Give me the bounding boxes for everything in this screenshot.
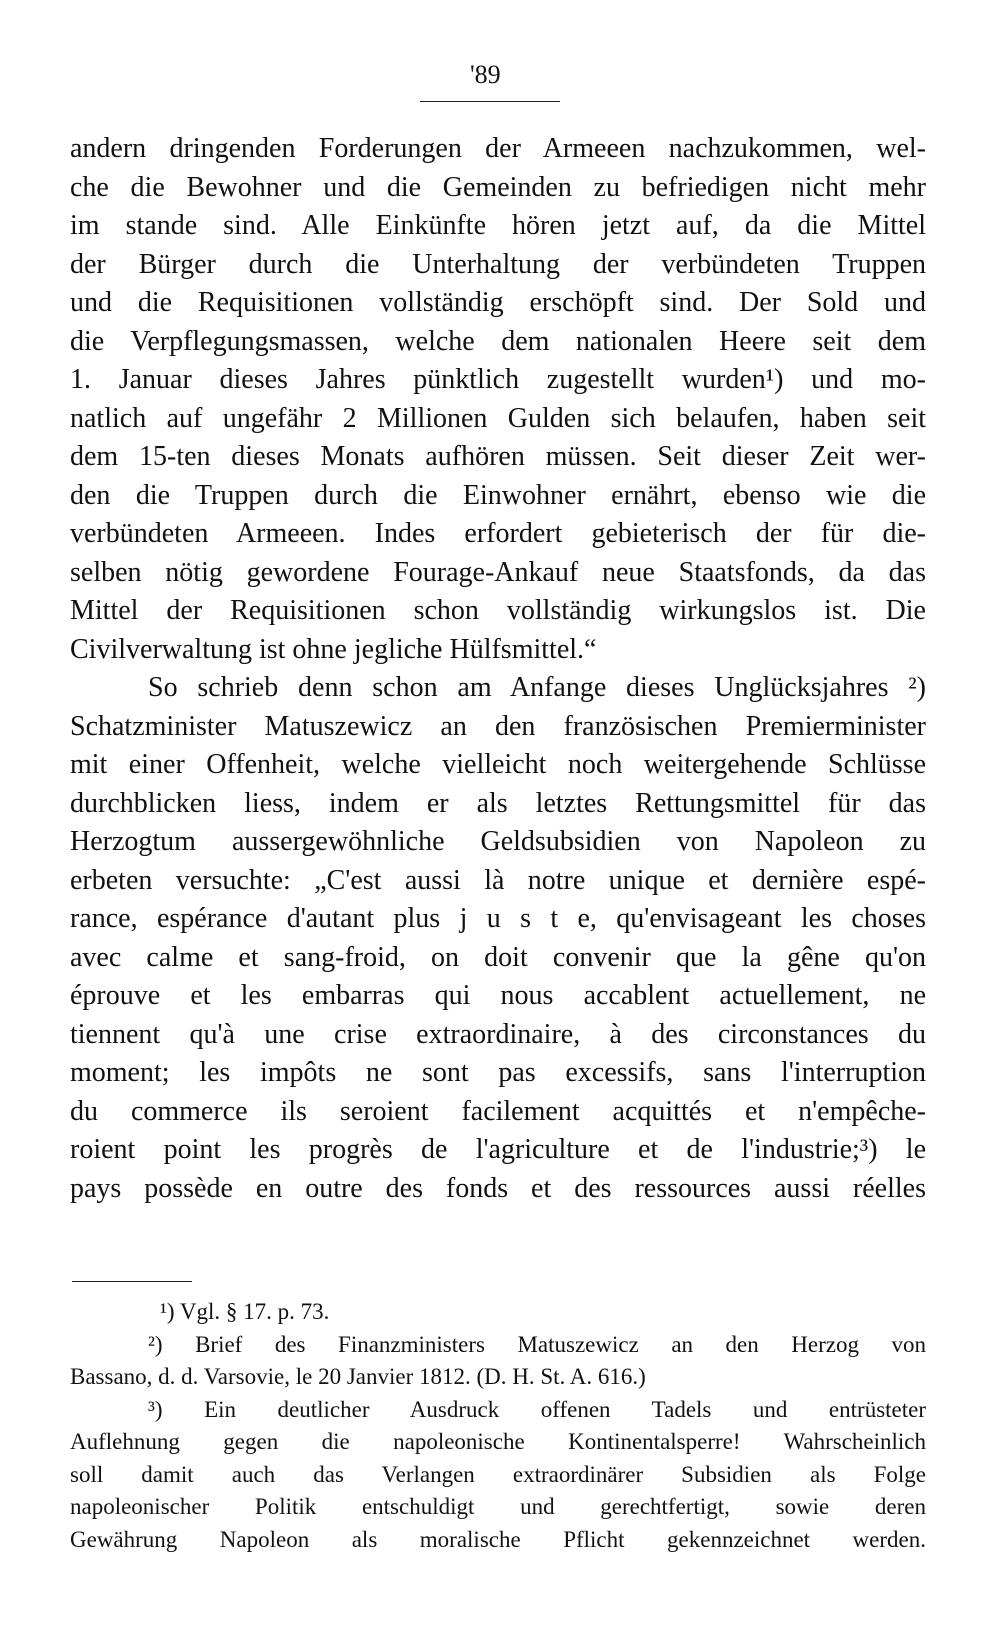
- body-line: mit einer Offenheit, welche vielleicht noch weitergehende Schlüsse: [70, 749, 926, 780]
- body-line: selben nötig gewordene Fourage-Ankauf neue Staatsfonds, da das: [70, 556, 926, 588]
- body-line: éprouve et les embarras qui nous accablent actuellement, ne: [70, 980, 926, 1011]
- body-line: Schatzminister Matuszewicz an den französischen Premierminister: [70, 710, 926, 742]
- page-number: '89: [470, 60, 501, 89]
- body-line: natlich auf ungefähr 2 Millionen Gulden sich belaufen, haben seit: [70, 402, 926, 434]
- body-line: rance, espérance d'autant plus j u s t e, qu'envisageant les choses: [70, 903, 926, 934]
- footnote-line: soll damit auch das Verlangen extraordinärer Subsidien als Folge: [70, 1461, 926, 1487]
- body-line: moment; les impôts ne sont pas excessifs, sans l'interruption: [70, 1057, 926, 1088]
- body-line: tiennent qu'à une crise extraordinaire, à des circonstances du: [70, 1018, 926, 1050]
- body-line: avec calme et sang-froid, on doit convenir que la gêne qu'on: [70, 941, 926, 973]
- body-line: dem 15-ten dieses Monats aufhören müssen. Seit dieser Zeit wer-: [70, 441, 926, 472]
- footnote-line: Auflehnung gegen die napoleonische Kontinentalsperre! Wahrscheinlich: [70, 1429, 926, 1454]
- body-line: Civilverwaltung ist ohne jegliche Hülfsmittel.“: [70, 633, 597, 665]
- body-line: che die Bewohner und die Gemeinden zu befriedigen nicht mehr: [70, 171, 926, 203]
- footnote-rule: [72, 1281, 192, 1282]
- footnote-line: ¹) Vgl. § 17. p. 73.: [160, 1299, 330, 1324]
- body-line: du commerce ils seroient facilement acquittés et n'empêche-: [70, 1095, 926, 1127]
- body-line: roient point les progrès de l'agriculture et de l'industrie;³) le: [70, 1134, 926, 1165]
- body-line: andern dringenden Forderungen der Armeeen nachzukommen, wel-: [70, 133, 926, 164]
- body-line: der Bürger durch die Unterhaltung der verbündeten Truppen: [70, 248, 926, 280]
- body-line: die Verpflegungsmassen, welche dem nationalen Heere seit dem: [70, 325, 926, 357]
- body-line: verbündeten Armeeen. Indes erfordert gebieterisch der für die-: [70, 518, 926, 549]
- body-line: durchblicken liess, indem er als letztes Rettungsmittel für das: [70, 787, 926, 819]
- footnote-line: napoleonischer Politik entschuldigt und gerechtfertigt, sowie deren: [70, 1494, 926, 1519]
- body-line: pays possède en outre des fonds et des ressources aussi réelles: [70, 1172, 926, 1204]
- body-line: im stande sind. Alle Einkünfte hören jetzt auf, da die Mittel: [70, 210, 926, 241]
- body-line: Mittel der Requisitionen schon vollständig wirkungslos ist. Die: [70, 595, 926, 626]
- footnote-line: Bassano, d. d. Varsovie, le 20 Janvier 1812. (D. H. St. A. 616.): [70, 1364, 646, 1389]
- footnote-line: Gewährung Napoleon als moralische Pflicht gekennzeichnet werden.: [70, 1526, 926, 1552]
- header-rule: [420, 101, 560, 102]
- body-line: So schrieb denn schon am Anfange dieses Unglücksjahres ²): [148, 672, 926, 703]
- body-text: [70, 130, 926, 1208]
- footnote-line: ²) Brief des Finanzministers Matuszewicz an den Herzog von: [148, 1331, 926, 1357]
- footnote-line: ³) Ein deutlicher Ausdruck offenen Tadels und entrüsteter: [148, 1396, 926, 1422]
- body-line: 1. Januar dieses Jahres pünktlich zugestellt wurden¹) und mo-: [70, 364, 926, 395]
- body-line: den die Truppen durch die Einwohner ernährt, ebenso wie die: [70, 479, 926, 511]
- body-line: und die Requisitionen vollständig erschöpft sind. Der Sold und: [70, 287, 926, 318]
- body-line: erbeten versuchte: „C'est aussi là notre unique et dernière espé-: [70, 864, 926, 896]
- footnotes: [70, 1296, 926, 1556]
- body-line: Herzogtum aussergewöhnliche Geldsubsidien von Napoleon zu: [70, 826, 926, 857]
